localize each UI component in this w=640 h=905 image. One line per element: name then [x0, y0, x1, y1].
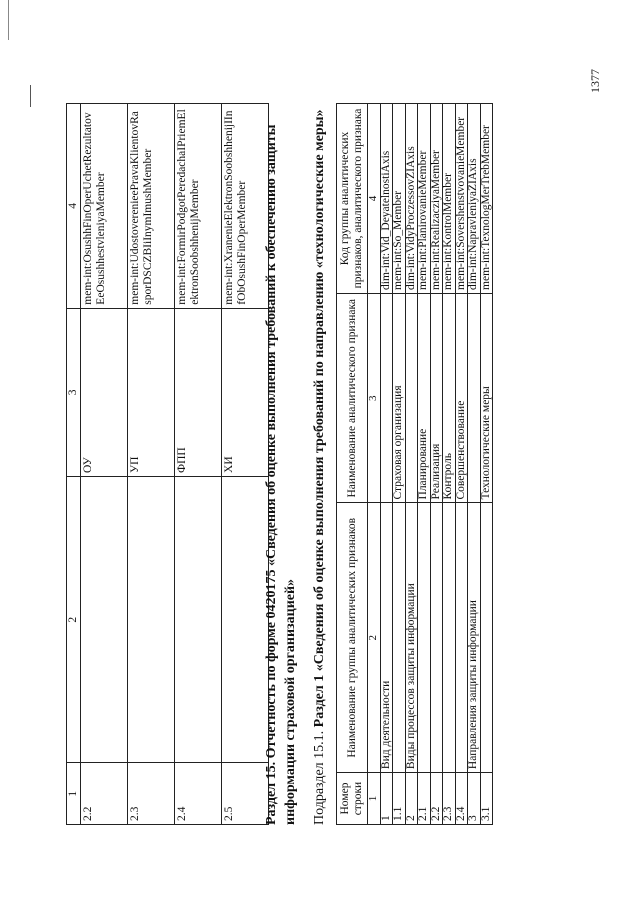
feature-code: mem-int:KontrolMember: [443, 104, 456, 294]
row-number: 2.2: [81, 763, 128, 825]
row-number: 2.2: [430, 773, 443, 825]
subsection-prefix: Подраздел 15.1.: [312, 727, 327, 825]
member-code: mem-int:FormirPodgotPeredachaIPriemElektronSoobshhenijMember: [175, 104, 222, 309]
table-row: [81, 104, 128, 825]
short-code: ХИ: [222, 308, 269, 476]
table-row: [443, 104, 456, 825]
feature-name: [380, 293, 393, 503]
short-code: УП: [128, 308, 175, 476]
feature-name: Реализация: [430, 293, 443, 503]
row-number: 3: [468, 773, 481, 825]
group-name: [81, 476, 128, 763]
feature-code: mem-int:SovershenstvovanieMember: [455, 104, 468, 294]
row-number: 2.1: [418, 773, 431, 825]
row-number: 2.4: [455, 773, 468, 825]
header-row-number: Номер строки: [337, 773, 368, 825]
table-row: [380, 104, 393, 825]
table-row: [468, 104, 481, 825]
feature-name: Контроль: [443, 293, 456, 503]
feature-name: Страховая организация: [393, 293, 406, 503]
col-number: 3: [67, 308, 81, 476]
top-table: [66, 103, 269, 825]
feature-code: dim-int:VidyProczessovZIAxis: [405, 104, 418, 294]
section-title: Раздел 15. Отчетность по форме 0420175 «Сведения об оценке выполнения требований к обеспечению защиты информации страховой организацией»: [264, 124, 298, 825]
page-number: 1377: [588, 69, 602, 93]
col-number: 4: [368, 104, 381, 294]
header-feature-name: Наименование аналитического признака: [337, 293, 368, 503]
table-row: [393, 104, 406, 825]
col-number: 1: [67, 763, 81, 825]
table-row: [405, 104, 418, 825]
subsection-title: [310, 95, 329, 825]
feature-code: mem-int:PlanirovanieMember: [418, 104, 431, 294]
group-name: [175, 476, 222, 763]
group-name: [430, 503, 443, 773]
short-code: ФПП: [175, 308, 222, 476]
header-group-name: Наименование группы аналитических признаков: [337, 503, 368, 773]
col-number: 1: [368, 773, 381, 825]
group-name: [128, 476, 175, 763]
col-number: 2: [368, 503, 381, 773]
main-table: [336, 103, 493, 825]
col-number: 3: [368, 293, 381, 503]
short-code: ОУ: [81, 308, 128, 476]
member-code: mem-int:OsushhFinOperUchetRezultatovEeOsushhestvleniyaMember: [81, 104, 128, 309]
row-number: 3.1: [480, 773, 493, 825]
row-number: 2.3: [128, 763, 175, 825]
feature-name: [405, 293, 418, 503]
group-name: [480, 503, 493, 773]
main-table-col-numbers: [368, 104, 381, 825]
table-row: [418, 104, 431, 825]
feature-code: dim-int:NapravleniyaZIAxis: [468, 104, 481, 294]
group-name: Вид деятельности: [380, 503, 393, 773]
subsection-name: Раздел 1 «Сведения об оценке выполнения требований по направлению «технологические меры»: [312, 109, 327, 728]
group-name: Виды процессов защиты информации: [405, 503, 418, 773]
row-number: 2.5: [222, 763, 269, 825]
top-table-header-row: [67, 104, 81, 825]
row-number: 1: [380, 773, 393, 825]
row-number: 2.4: [175, 763, 222, 825]
member-code: mem-int:XranenieElektronSoobshhenijIInfObOsushFinOperMember: [222, 104, 269, 309]
group-name: [418, 503, 431, 773]
feature-name: Совершенствование: [455, 293, 468, 503]
feature-code: mem-int:TexnologMerTrebMember: [480, 104, 493, 294]
feature-code: mem-int:RealizacziyaMember: [430, 104, 443, 294]
group-name: [443, 503, 456, 773]
main-table-header-row: [337, 104, 368, 825]
row-number: 2: [405, 773, 418, 825]
feature-name: Планирование: [418, 293, 431, 503]
member-code: mem-int:UdostoverenieePravaKlientovRasporDSCZBIiInymImushMember: [128, 104, 175, 309]
group-name: [455, 503, 468, 773]
feature-name: [468, 293, 481, 503]
group-name: Направления защиты информации: [468, 503, 481, 773]
row-number: 1.1: [393, 773, 406, 825]
group-name: [393, 503, 406, 773]
table-row: [128, 104, 175, 825]
table-row: [480, 104, 493, 825]
col-number: 2: [67, 476, 81, 763]
feature-name: Технологические меры: [480, 293, 493, 503]
table-row: [430, 104, 443, 825]
header-code: Код группы аналитических признаков, аналитического признака: [337, 104, 368, 294]
feature-code: mem-int:So_Member: [393, 104, 406, 294]
row-number: 2.3: [443, 773, 456, 825]
table-row: [455, 104, 468, 825]
feature-code: dim-int:Vid_DeyatelnostiAxis: [380, 104, 393, 294]
table-row: [175, 104, 222, 825]
col-number: 4: [67, 104, 81, 309]
